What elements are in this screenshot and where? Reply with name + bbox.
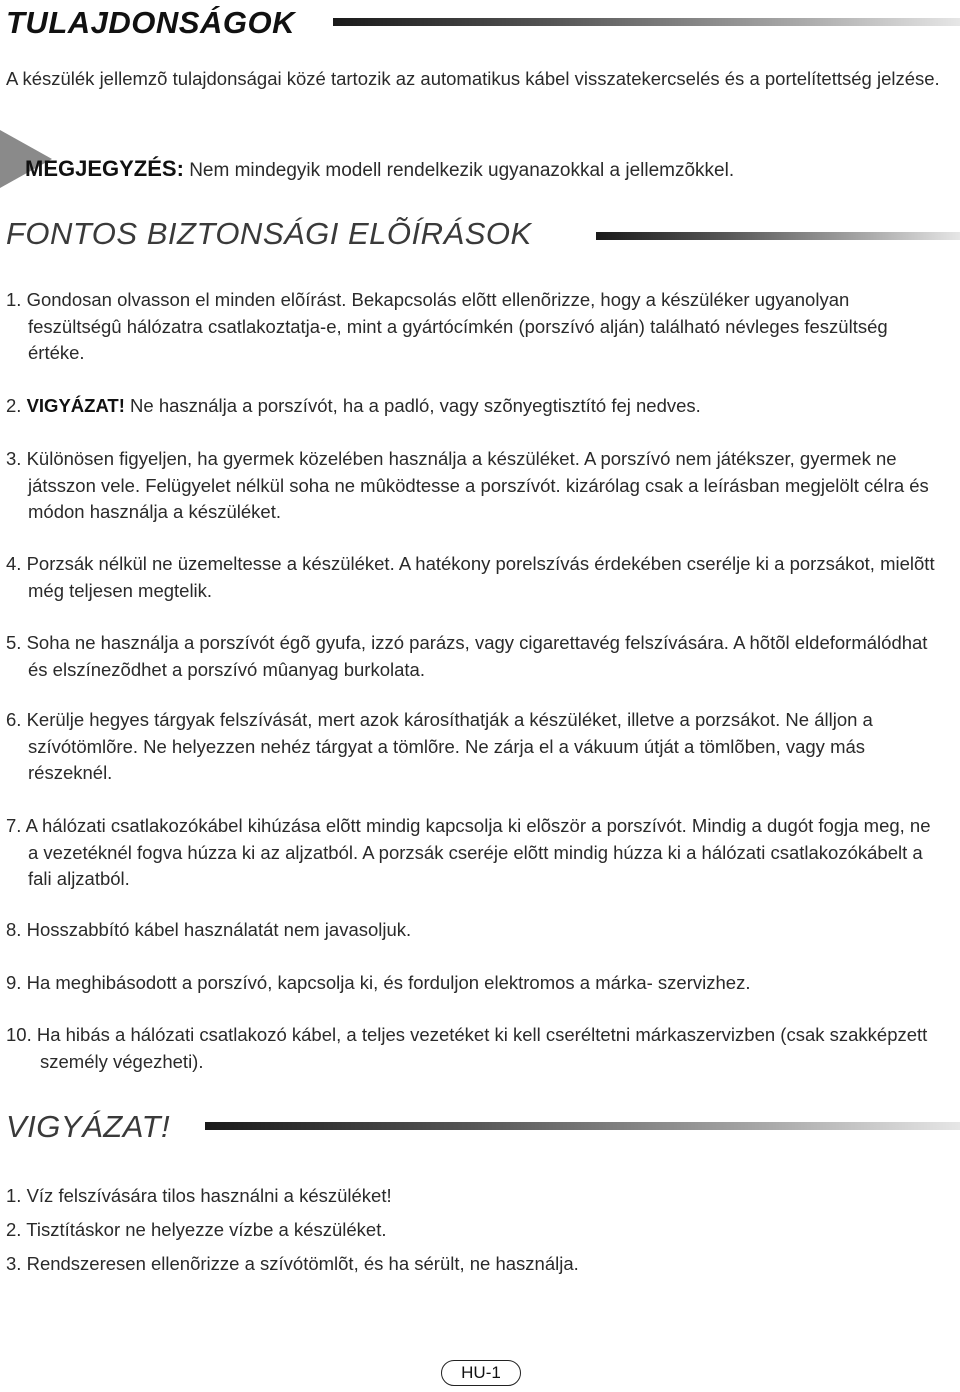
item-number: 9. — [6, 972, 22, 993]
item-text: Tisztításkor ne helyezze vízbe a készüléket. — [26, 1219, 387, 1240]
item-number: 8. — [6, 919, 22, 940]
safety-item-6 — [6, 707, 942, 787]
item-number: 7. — [6, 815, 22, 836]
item-number: 3. — [6, 448, 22, 469]
safety-item-2 — [6, 393, 942, 420]
properties-text: A készülék jellemzõ tulajdonságai közé tartozik az automatikus kábel visszatekercselés és a portelítettség jelzése. — [6, 68, 940, 89]
note — [25, 156, 734, 182]
heading-rule — [205, 1122, 960, 1130]
item-number: 5. — [6, 632, 22, 653]
item-text: Kerülje hegyes tárgyak felszívását, mert azok károsíthatják a készüléket, illetve a porzsákot. Ne álljon a szívótömlõre. Ne helyezzen nehéz tárgyat a tömlõre. Ne zárja el a vákuum útját a tömlõben, vagy más részeknél. — [26, 709, 873, 783]
page-number: HU-1 — [441, 1360, 521, 1386]
item-text: Porzsák nélkül ne üzemeltesse a készüléket. A hatékony porelszívás érdekében cserélje ki a porzsákot, mielõtt még teljesen megtelik. — [26, 553, 935, 601]
safety-item-3 — [6, 446, 942, 526]
item-number: 1. — [6, 289, 22, 310]
heading-rule — [596, 232, 960, 240]
item-text: Soha ne használja a porszívót égõ gyufa, izzó parázs, vagy cigarettavég felszívására. A hõtõl eldeformálódhat és elszínezõdhet a porszívó mûanyag burkolata. — [26, 632, 928, 680]
safety-item-10 — [6, 1022, 942, 1075]
warning-item-1 — [6, 1183, 942, 1210]
item-text: Ha hibás a hálózati csatlakozó kábel, a teljes vezetéket ki kell cseréltetni márkaszervizben (csak szakképzett személy végezheti). — [36, 1024, 928, 1072]
item-warning-word: VIGYÁZAT! — [26, 395, 125, 416]
item-number: 2. — [6, 1219, 22, 1240]
item-text: A hálózati csatlakozókábel kihúzása elõtt mindig kapcsolja ki elõször a porszívót. Mindig a dugót fogja meg, ne a vezetéknél fogva húzza ki az aljzatból. A porzsák cseréje elõtt mindig húzza ki a hálózati csatlakozókábelt a fali aljzatból. — [25, 815, 931, 889]
item-text: Ha meghibásodott a porszívó, kapcsolja ki, és forduljon elektromos a márka- szervizhez. — [26, 972, 751, 993]
item-text: Hosszabbító kábel használatát nem javasoljuk. — [26, 919, 412, 940]
safety-item-7 — [6, 813, 942, 893]
note-text: Nem mindegyik modell rendelkezik ugyanazokkal a jellemzõkkel. — [189, 160, 735, 181]
safety-item-4 — [6, 551, 942, 604]
item-number: 3. — [6, 1253, 22, 1274]
safety-item-9 — [6, 970, 942, 997]
item-number: 4. — [6, 553, 22, 574]
item-text: Ne használja a porszívót, ha a padló, vagy szõnyegtisztító fej nedves. — [130, 395, 701, 416]
safety-item-8 — [6, 917, 942, 944]
item-text: Rendszeresen ellenõrizze a szívótömlõt, és ha sérült, ne használja. — [26, 1253, 579, 1274]
heading-rule — [333, 18, 960, 26]
item-text: Víz felszívására tilos használni a készüléket! — [26, 1185, 392, 1206]
item-text: Gondosan olvasson el minden elõírást. Bekapcsolás elõtt ellenõrizze, hogy a készüléker ugyanolyan feszültségû hálózatra csatlakoztatja-e, mint a gyártócímkén (porszívó alján) található névleges feszültség értéke. — [26, 289, 888, 363]
warning-heading: VIGYÁZAT! — [6, 1109, 171, 1144]
item-number: 2. — [6, 395, 22, 416]
safety-item-5 — [6, 630, 942, 683]
item-number: 6. — [6, 709, 22, 730]
note-label: MEGJEGYZÉS: — [25, 156, 184, 181]
warning-item-2 — [6, 1217, 942, 1244]
safety-heading: FONTOS BIZTONSÁGI ELÕÍRÁSOK — [6, 216, 532, 251]
item-text: Különösen figyeljen, ha gyermek közelében használja a készüléket. A porszívó nem játékszer, gyermek ne játsszon vele. Felügyelet nélkül soha ne mûködtesse a porszívót. kizárólag csak a leírásban megjelölt célra és módon használja a készüléket. — [26, 448, 929, 522]
item-number: 10. — [6, 1024, 32, 1045]
item-number: 1. — [6, 1185, 22, 1206]
properties-heading: TULAJDONSÁGOK — [6, 5, 295, 40]
safety-item-1 — [6, 287, 942, 367]
warning-item-3 — [6, 1251, 942, 1278]
